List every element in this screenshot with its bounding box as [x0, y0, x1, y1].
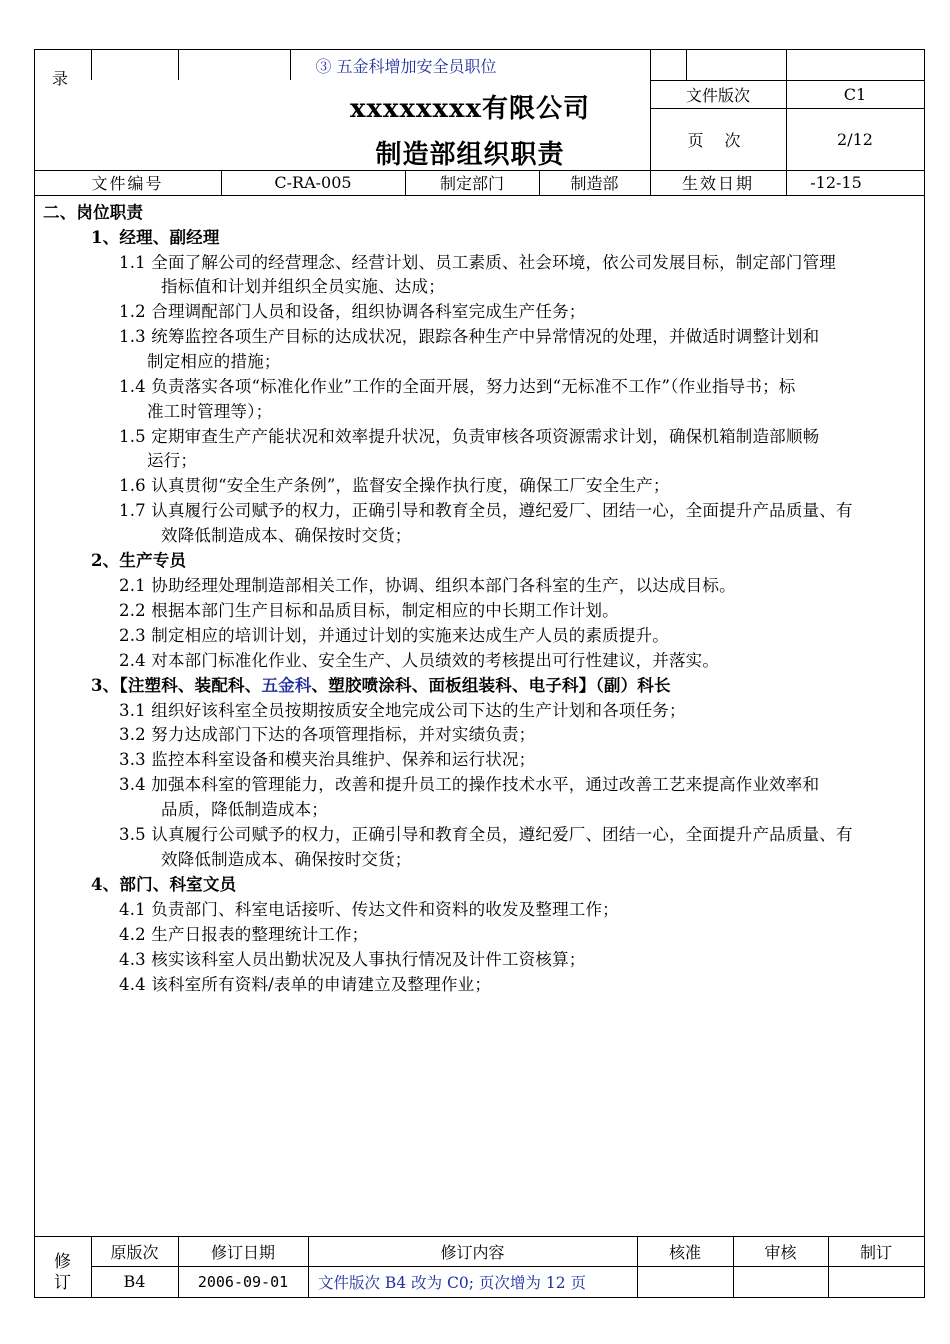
dept-value: 制造部: [570, 174, 619, 193]
s2-line: 2.3 制定相应的培训计划，并通过计划的实施来达成生产人员的素质提升。: [119, 626, 669, 645]
s3-line: 3.1 组织好该科室全员按期按质安全地完成公司下达的生产计划和各项任务；: [119, 701, 686, 720]
company-name: xxxxxxxx有限公司: [349, 93, 590, 124]
s3-line: 效降低制造成本、确保按时交货；: [161, 850, 412, 869]
footer-row-version: B4: [123, 1272, 146, 1291]
s2-line: 2.4 对本部门标准化作业、安全生产、人员绩效的考核提出可行性建议，并落实。: [119, 651, 720, 670]
docno-value: C-RA-005: [274, 173, 352, 192]
effective-label: 生效日期: [681, 174, 754, 193]
footer-col-review: 审核: [764, 1242, 797, 1262]
s1-line: 指标值和计划并组织全员实施、达成；: [161, 277, 445, 296]
header-vline-g: [786, 49, 787, 80]
footer-col-date: 修订日期: [210, 1242, 275, 1262]
version-value: C1: [843, 84, 867, 104]
s2-line: 2.1 协助经理处理制造部相关工作，协调、组织本部门各科室的生产，以达成目标。: [119, 576, 736, 595]
s1-title: 1、经理、副经理: [91, 228, 220, 247]
s3-title-highlight: 五金科: [261, 676, 312, 695]
effective-value: -12-15: [810, 173, 862, 192]
section-title: 二、岗位职责: [43, 203, 144, 222]
version-label: 文件版次: [685, 85, 750, 105]
dept-label: 制定部门: [439, 174, 504, 193]
footer-side-label-2: 订: [54, 1273, 71, 1293]
s3-line: 3.4 加强本科室的管理能力，改善和提升员工的操作技术水平，通过改善工艺来提高作业效率和: [119, 775, 820, 794]
footer-col-make: 制订: [859, 1242, 892, 1262]
s1-line: 1.5 定期审查生产产能状况和效率提升状况，负责审核各项资源需求计划，确保机箱制造部顺畅: [119, 427, 820, 446]
header-line-4: [34, 195, 925, 196]
header-vline-b: [178, 49, 179, 80]
s3-line: 3.3 监控本科室设备和模夹治具维护、保养和运行状况；: [119, 750, 536, 769]
s1-line: 制定相应的措施；: [147, 352, 281, 371]
s1-line: 运行；: [147, 451, 198, 470]
footer-line-bottom: [34, 1297, 925, 1298]
page-label: 页 次: [687, 130, 749, 150]
s1-line: 1.1 全面了解公司的经营理念、经营计划、员工素质、社会环境，依公司发展目标，制定部门管理: [119, 253, 836, 272]
header-vline-e: [686, 49, 687, 80]
s3-title-part-c: 、塑胶喷涂科、面板组装科、电子科】（副）科长: [311, 676, 671, 695]
s1-line: 1.2 合理调配部门人员和设备，组织协调各科室完成生产任务；: [119, 302, 586, 321]
s1-line: 1.7 认真履行公司赋予的权力，正确引导和教育全员，遵纪爱厂、团结一心，全面提升产品质量、有: [119, 501, 853, 520]
s4-line: 4.4 该科室所有资料/表单的申请建立及整理作业；: [119, 975, 492, 994]
page-value: 2/12: [837, 129, 873, 149]
footer-side-label-1: 修: [54, 1252, 71, 1272]
s4-title: 4、部门、科室文员: [91, 875, 237, 894]
record-label: 录: [52, 69, 69, 88]
footer-row-date: 2006-09-01: [197, 1272, 289, 1291]
s1-line: 准工时管理等）；: [147, 402, 273, 421]
s1-line: 1.4 负责落实各项“标准化作业”工作的全面开展，努力达到“无标准不工作”（作业指导书；标: [119, 377, 796, 396]
border-left: [34, 49, 35, 1298]
s3-line: 3.2 努力达成部门下达的各项管理指标，并对实绩负责；: [119, 725, 536, 744]
footer-row-content: 文件版次 B4 改为 C0; 页次增为 12 页: [318, 1274, 586, 1292]
s1-line: 效降低制造成本、确保按时交货；: [161, 526, 412, 545]
s4-line: 4.1 负责部门、科室电话接听、传达文件和资料的收发及整理工作；: [119, 900, 619, 919]
revision-note: ③ 五金科增加安全员职位: [315, 56, 497, 76]
footer-col-content: 修订内容: [440, 1242, 505, 1262]
s2-line: 2.2 根据本部门生产目标和品质目标，制定相应的中长期工作计划。: [119, 601, 619, 620]
s3-title-part-a: 3、【注塑科、装配科、: [91, 676, 262, 695]
header-vline-a: [91, 49, 92, 80]
s2-title: 2、生产专员: [91, 551, 187, 570]
footer-col-approve: 核准: [668, 1242, 701, 1262]
s3-line: 3.5 认真履行公司赋予的权力，正确引导和教育全员，遵纪爱厂、团结一心，全面提升产品质量、有: [119, 825, 853, 844]
s1-line: 1.3 统筹监控各项生产目标的达成状况，跟踪各种生产中异常情况的处理，并做适时调整计划和: [119, 327, 820, 346]
s4-line: 4.2 生产日报表的整理统计工作；: [119, 925, 369, 944]
s3-line: 品质，降低制造成本；: [161, 800, 328, 819]
s1-line: 1.6 认真贯彻“安全生产条例”，监督安全操作执行度，确保工厂安全生产；: [119, 476, 670, 495]
s4-line: 4.3 核实该科室人员出勤状况及人事执行情况及计件工资核算；: [119, 950, 586, 969]
s3-title: [91, 672, 671, 696]
document-title: 制造部组织职责: [375, 139, 565, 170]
border-right: [924, 49, 925, 1298]
docno-label: 文件编号: [91, 174, 164, 193]
footer-col-version: 原版次: [110, 1242, 159, 1262]
